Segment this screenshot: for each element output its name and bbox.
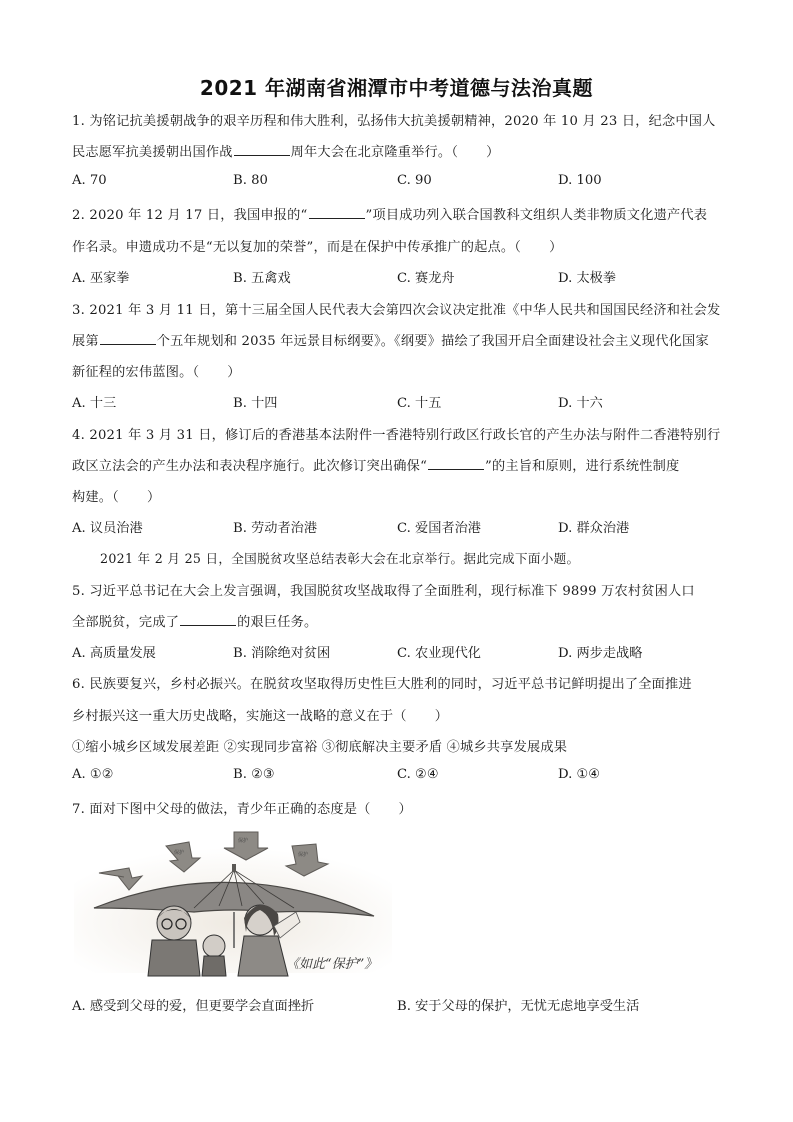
question-3-line-2: [72, 330, 709, 349]
question-2-option-c: C. 赛龙舟: [397, 271, 455, 286]
question-6-option-c: C. ②④: [397, 767, 439, 782]
question-3-option-a: A. 十三: [72, 396, 117, 411]
arrow-label: 保护: [238, 838, 249, 844]
arrow-label: 保护: [298, 852, 309, 858]
question-2-line-2: [72, 236, 562, 255]
umbrella-family-illustration: [74, 828, 392, 978]
question-4-line-1: 4. 2021 年 3 月 31 日，修订后的香港基本法附件一香港特别行政区行政长官的产生办法与附件二香港特别行: [72, 428, 721, 443]
question-3-line-3: [72, 361, 241, 380]
question-1-text: 民志愿军抗美援朝出国作战: [72, 145, 233, 160]
question-2-option-d: D. 太极拳: [558, 271, 617, 286]
child-figure: [202, 935, 226, 976]
answer-blank: [180, 613, 236, 626]
paren-close: ）: [549, 240, 563, 255]
question-2-text: 2. 2020 年 12 月 17 日，我国申报的“: [72, 208, 308, 223]
question-3-text: 个五年规划和 2035 年远景目标纲要》。《纲要》描绘了我国开启全面建设社会主义现代化国家: [156, 334, 709, 349]
question-5-text: 的艰巨任务。: [237, 615, 318, 630]
question-6-line-2: [72, 705, 448, 724]
question-6-text: 乡村振兴这一重大历史战略，实施这一战略的意义在于（: [72, 709, 407, 724]
paren-close: ）: [486, 145, 500, 160]
question-2-option-b: B. 五禽戏: [233, 271, 291, 286]
question-1-line-1: 1. 为铭记抗美援朝战争的艰辛历程和伟大胜利，弘扬伟大抗美援朝精神，2020 年 10 月 23 日，纪念中国人: [72, 114, 716, 129]
paren-close: ）: [146, 490, 161, 505]
question-4-text: 构建。（: [72, 490, 119, 505]
paren-close: ）: [227, 365, 241, 380]
question-4-line-2: [72, 455, 679, 474]
question-4-text: 政区立法会的产生办法和表决程序施行。此次修订突出确保“: [72, 459, 428, 474]
question-5-option-a: A. 高质量发展: [72, 646, 156, 661]
umbrella-cartoon-figure: [74, 828, 392, 978]
question-2-option-a: A. 巫家拳: [72, 271, 130, 286]
page-title: 2021 年湖南省湘潭市中考道德与法治真题: [199, 76, 594, 100]
question-7-option-a: A. 感受到父母的爱，但更要学会直面挫折: [72, 999, 315, 1014]
figure-caption: 《如此“保护”》: [286, 957, 378, 972]
question-4-line-3: [72, 486, 160, 505]
question-1-line-2: [72, 141, 499, 160]
question-6-option-d: D. ①④: [558, 767, 601, 782]
question-5-option-d: D. 两步走战略: [558, 646, 643, 661]
answer-blank: [309, 206, 365, 219]
material-intro: 2021 年 2 月 25 日，全国脱贫攻坚总结表彰大会在北京举行。据此完成下面小题。: [100, 551, 580, 566]
question-7-text: 7. 面对下图中父母的做法，青少年正确的态度是（: [72, 802, 371, 817]
answer-blank: [234, 143, 290, 156]
question-3-option-d: D. 十六: [558, 396, 603, 411]
question-1-text: 周年大会在北京隆重举行。（: [290, 145, 459, 160]
question-4-option-a: A. 议员治港: [72, 521, 143, 536]
answer-blank: [428, 457, 484, 470]
answer-blank: [100, 332, 156, 345]
question-2-line-1: [72, 204, 707, 223]
paren-close: ）: [434, 709, 449, 724]
question-3-text: 新征程的宏伟蓝图。（: [72, 365, 200, 380]
question-7-option-b: B. 安于父母的保护，无忧无虑地享受生活: [397, 999, 640, 1014]
question-3-line-1: 3. 2021 年 3 月 11 日，第十三届全国人民代表大会第四次会议决定批准《中华人民共和国国民经济和社会发: [72, 303, 721, 318]
question-4-option-d: D. 群众治港: [558, 521, 630, 536]
question-2-text: ”项目成功列入联合国教科文组织人类非物质文化遗产代表: [365, 208, 708, 223]
question-1-option-c: C. 90: [397, 173, 432, 188]
question-4-text: ”的主旨和原则，进行系统性制度: [485, 459, 680, 474]
question-3-text: 展第: [72, 334, 99, 349]
question-3-option-b: B. 十四: [233, 396, 278, 411]
question-7-line-1: [72, 798, 412, 817]
question-1-option-a: A. 70: [72, 173, 107, 188]
question-6-statements: ①缩小城乡区域发展差距 ②实现同步富裕 ③彻底解决主要矛盾 ④城乡共享发展成果: [72, 740, 568, 755]
question-6-option-a: A. ①②: [72, 767, 114, 782]
question-2-text: 作名录。申遗成功不是“无以复加的荣誉”，而是在保护中传承推广的起点。（: [72, 240, 522, 255]
question-5-line-2: [72, 611, 317, 630]
question-5-option-c: C. 农业现代化: [397, 646, 481, 661]
question-4-option-c: C. 爱国者治港: [397, 521, 481, 536]
question-1-option-d: D. 100: [558, 173, 602, 188]
question-4-option-b: B. 劳动者治港: [233, 521, 318, 536]
arrow-label: 保护: [174, 850, 185, 856]
question-3-option-c: C. 十五: [397, 396, 442, 411]
question-5-text: 全部脱贫，完成了: [72, 615, 180, 630]
question-6-option-b: B. ②③: [233, 767, 275, 782]
question-6-line-1: 6. 民族要复兴，乡村必振兴。在脱贫攻坚取得历史性巨大胜利的同时，习近平总书记鲜明提出了全面推进: [72, 677, 692, 692]
question-5-option-b: B. 消除绝对贫困: [233, 646, 331, 661]
paren-close: ）: [398, 802, 412, 817]
question-1-option-b: B. 80: [233, 173, 268, 188]
question-5-line-1: 5. 习近平总书记在大会上发言强调，我国脱贫攻坚战取得了全面胜利，现行标准下 9899 万农村贫困人口: [72, 584, 695, 599]
